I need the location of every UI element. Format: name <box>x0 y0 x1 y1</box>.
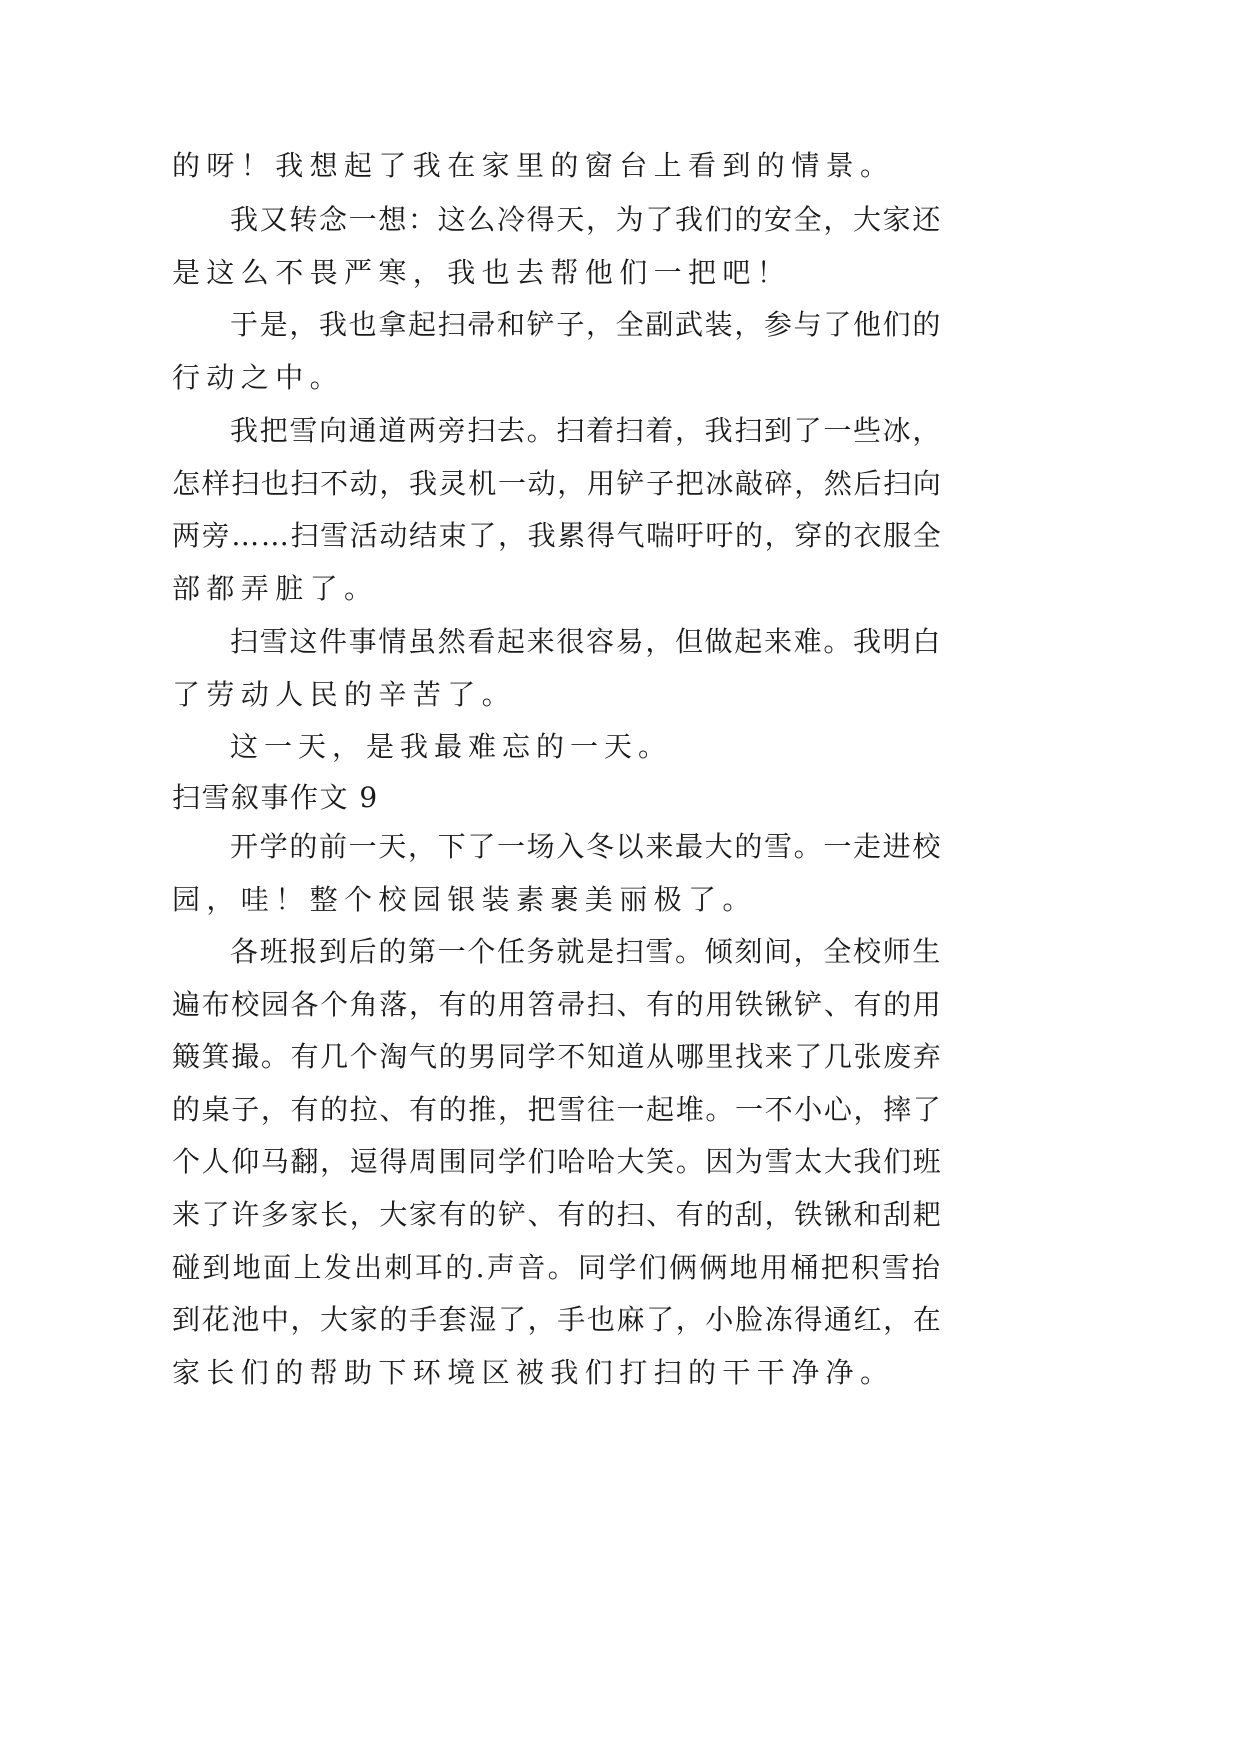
text-line <box>0 402 1241 460</box>
text-line <box>0 1291 1241 1349</box>
text-line <box>0 507 1241 565</box>
line-text: 了劳动人民的辛苦了。 <box>172 678 517 711</box>
text-line <box>0 1239 1241 1297</box>
text-line <box>0 666 1241 724</box>
text-line <box>0 191 1241 249</box>
line-text: 我把雪向通道两旁扫去。扫着扫着，我扫到了一些冰， <box>230 414 943 447</box>
line-text: 碰到地面上发出刺耳的.声音。同学们俩俩地用桶把积雪抬 <box>172 1251 943 1284</box>
line-text: 这一天，是我最难忘的一天。 <box>230 730 673 763</box>
text-line <box>0 818 1241 876</box>
line-text: 行动之中。 <box>172 361 345 394</box>
line-text: 园，哇！整个校园银装素裹美丽极了。 <box>172 883 757 916</box>
line-text: 开学的前一天，下了一场入冬以来最大的雪。一走进校 <box>230 830 943 863</box>
heading-text: 扫雪叙事作文 9 <box>172 781 379 814</box>
text-line <box>0 1028 1241 1086</box>
text-line <box>0 613 1241 671</box>
line-text: 簸箕撮。有几个淘气的男同学不知道从哪里找来了几张废弃 <box>172 1040 943 1073</box>
line-text: 两旁……扫雪活动结束了，我累得气喘吁吁的，穿的衣服全 <box>172 519 943 552</box>
line-text: 于是，我也拿起扫帚和铲子，全副武装，参与了他们的 <box>230 308 943 341</box>
text-line <box>0 718 1241 776</box>
text-line <box>0 560 1241 618</box>
line-text: 遍布校园各个角落，有的用笤帚扫、有的用铁锹铲、有的用 <box>172 988 943 1021</box>
line-text: 怎样扫也扫不动，我灵机一动，用铲子把冰敲碎，然后扫向 <box>172 467 943 500</box>
text-line <box>0 137 1241 195</box>
line-text: 是这么不畏严寒，我也去帮他们一把吧！ <box>172 256 792 289</box>
line-text: 各班报到后的第一个任务就是扫雪。倾刻间，全校师生 <box>230 935 943 968</box>
line-text: 个人仰马翻，逗得周围同学们哈哈大笑。因为雪太大我们班 <box>172 1145 943 1178</box>
line-text: 扫雪这件事情虽然看起来很容易，但做起来难。我明白 <box>230 625 943 658</box>
line-text: 我又转念一想：这么冷得天，为了我们的安全，大家还 <box>230 203 943 236</box>
line-text: 的桌子，有的拉、有的推，把雪往一起堆。一不小心，摔了 <box>172 1093 943 1126</box>
text-line <box>0 455 1241 513</box>
text-line <box>0 871 1241 929</box>
text-line <box>0 244 1241 302</box>
line-text: 到花池中，大家的手套湿了，手也麻了，小脸冻得通红，在 <box>172 1303 943 1336</box>
text-line <box>0 1186 1241 1244</box>
line-text: 的呀！我想起了我在家里的窗台上看到的情景。 <box>172 149 895 182</box>
text-line <box>0 1081 1241 1139</box>
text-line <box>0 923 1241 981</box>
text-line <box>0 1133 1241 1191</box>
text-line <box>0 349 1241 407</box>
line-text: 来了许多家长，大家有的铲、有的扫、有的刮，铁锹和刮耙 <box>172 1198 943 1231</box>
line-text: 部都弄脏了。 <box>172 572 379 605</box>
text-line <box>0 296 1241 354</box>
text-line <box>0 976 1241 1034</box>
line-text: 家长们的帮助下环境区被我们打扫的干干净净。 <box>172 1356 895 1389</box>
text-line <box>0 1344 1241 1402</box>
